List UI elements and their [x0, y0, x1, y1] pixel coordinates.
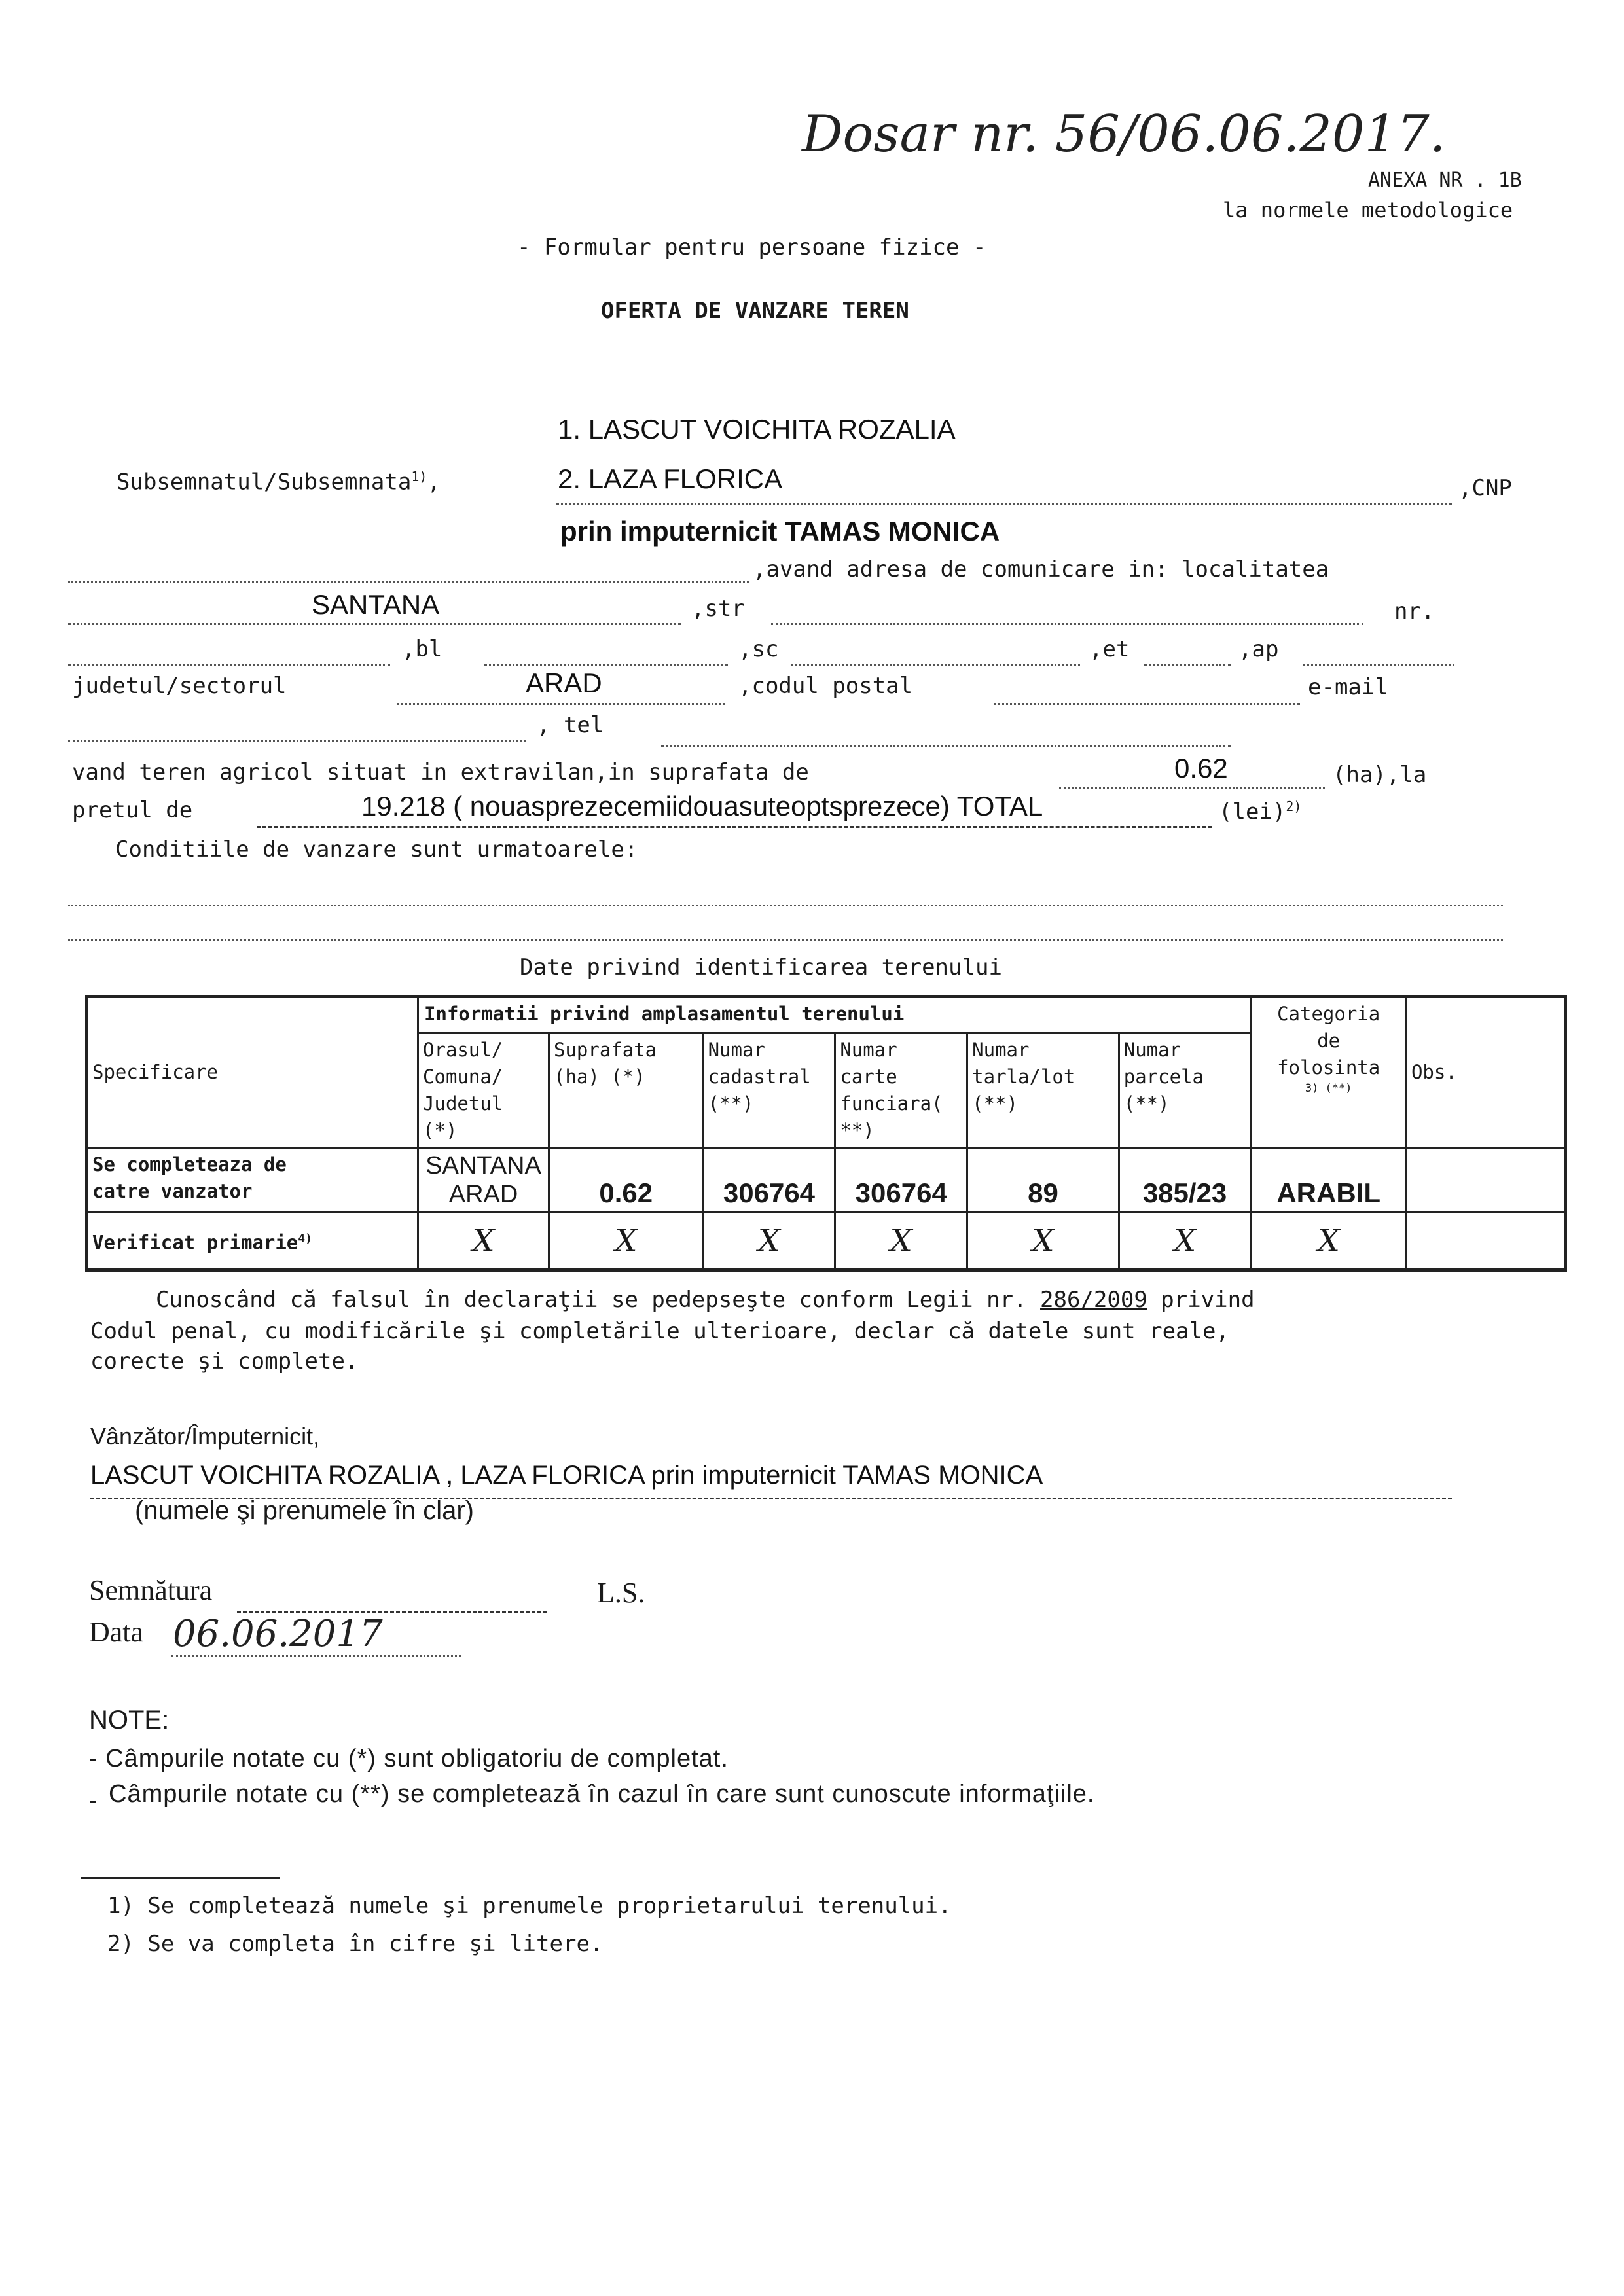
header-cadastral-line-3: (**) [708, 1092, 754, 1115]
header-area-line-1: Suprafata [553, 1039, 657, 1061]
header-land-book-line-4: **) [840, 1119, 875, 1141]
verify-mark-parcel: X [1119, 1213, 1251, 1270]
header-locality-line-3: Judetul [423, 1092, 503, 1115]
apartment-label: ,ap [1238, 636, 1279, 662]
header-area [549, 1033, 703, 1148]
header-land-book [835, 1033, 967, 1148]
signer-name-hint: (numele şi prenumele în clar) [135, 1496, 474, 1525]
declaration-line-1 [156, 1287, 1255, 1313]
block-line[interactable] [484, 664, 728, 666]
date-label: Data [89, 1616, 144, 1648]
cell-tarla: 89 [967, 1148, 1119, 1213]
seller-proxy: prin imputernicit TAMAS MONICA [560, 516, 1000, 547]
price-label: pretul de [72, 797, 193, 823]
cnp-label: ,CNP [1458, 475, 1512, 501]
cell-locality-line-1: SANTANA [425, 1152, 541, 1179]
verify-mark-tarla: X [967, 1213, 1119, 1270]
seller-name-line [556, 503, 1452, 505]
row-seller-label [87, 1148, 418, 1213]
declaration-text-2: privind [1161, 1287, 1255, 1313]
verify-mark-area: X [549, 1213, 703, 1270]
footnote-ref-4: 4) [298, 1232, 312, 1246]
row-seller-label-line-2: catre vanzator [92, 1180, 253, 1202]
header-cadastral-line-2: cadastral [708, 1066, 811, 1088]
date-line[interactable] [171, 1655, 461, 1657]
declaration-line-3: corecte şi complete. [90, 1348, 359, 1374]
county-value: ARAD [526, 668, 602, 698]
header-locality-line-4: (*) [423, 1119, 458, 1141]
annex-reference: la normele metodologice [1223, 198, 1513, 223]
cell-obs [1406, 1148, 1565, 1213]
header-tarla-line-2: tarla/lot [972, 1066, 1075, 1088]
postal-code-label: ,codul postal [738, 673, 913, 699]
cell-area: 0.62 [549, 1148, 703, 1213]
header-category-line-2: de [1317, 1030, 1341, 1052]
header-tarla-line-3: (**) [972, 1092, 1018, 1115]
header-locality-line-2: Comuna/ [423, 1066, 503, 1088]
cell-category: ARABIL [1251, 1148, 1407, 1213]
price-line [257, 826, 1212, 828]
county-line[interactable] [397, 703, 725, 705]
area-line [1059, 787, 1325, 789]
header-cadastral [703, 1033, 835, 1148]
locality-line[interactable] [68, 623, 681, 625]
annex-number: ANEXA NR . 1B [1368, 169, 1522, 192]
cell-locality [418, 1148, 549, 1213]
area-value: 0.62 [1174, 753, 1228, 783]
seller-label-comma: , [427, 469, 441, 495]
conditions-line-2[interactable] [68, 939, 1503, 941]
note-2-dash: - [89, 1787, 98, 1814]
header-land-book-line-2: carte [840, 1066, 897, 1088]
stair-label: ,sc [738, 636, 779, 662]
signature-label: Semnătura [89, 1574, 213, 1606]
locality-value: SANTANA [312, 589, 440, 620]
table-caption: Date privind identificarea terenului [520, 954, 1002, 980]
header-cadastral-line-1: Numar [708, 1039, 765, 1061]
seller-label-text: Subsemnatul/Subsemnata [117, 469, 412, 495]
conditions-line-1[interactable] [68, 905, 1503, 906]
phone-label: , tel [537, 712, 604, 738]
table-row [87, 1213, 1566, 1270]
signer-name: LASCUT VOICHITA ROZALIA , LAZA FLORICA prin imputernicit TAMAS MONICA [90, 1461, 1043, 1490]
header-land-book-line-1: Numar [840, 1039, 897, 1061]
price-unit-text: (lei) [1219, 798, 1286, 825]
footnote-divider [81, 1877, 280, 1879]
header-tarla [967, 1033, 1119, 1148]
handwritten-registration: Dosar nr. 56/06.06.2017. [802, 105, 1446, 164]
street-line[interactable] [771, 623, 1363, 625]
land-identification-table [85, 995, 1567, 1272]
email-label: e-mail [1308, 674, 1388, 700]
cell-parcel: 385/23 [1119, 1148, 1251, 1213]
header-parcel-line-3: (**) [1123, 1092, 1170, 1115]
header-specificare: Specificare [87, 997, 418, 1148]
header-locality [418, 1033, 549, 1148]
block-label: ,bl [402, 636, 442, 662]
header-tarla-line-1: Numar [972, 1039, 1030, 1061]
address-intro: ,avand adresa de comunicare in: localitatea [753, 556, 1329, 583]
stair-line[interactable] [791, 664, 1080, 666]
apartment-line[interactable] [1303, 664, 1454, 666]
form-subtitle: - Formular pentru persoane fizice - [517, 234, 986, 260]
number-line[interactable] [68, 664, 390, 666]
header-area-line-2: (ha) (*) [553, 1066, 645, 1088]
area-unit: (ha),la [1333, 762, 1427, 788]
phone-line[interactable] [661, 745, 1231, 747]
form-title: OFERTA DE VANZARE TEREN [601, 298, 909, 324]
header-category-line-1: Categoria [1277, 1003, 1380, 1025]
declaration-text-1: Cunoscând că falsul în declaraţii se pedepseşte conform Legii nr. [156, 1287, 1027, 1313]
row-verify-label-text: Verificat primarie [92, 1231, 298, 1254]
verify-mark-category: X [1251, 1213, 1407, 1270]
verify-mark-land-book: X [835, 1213, 967, 1270]
cnp-line[interactable] [68, 581, 749, 583]
header-category-note: 3) (**) [1305, 1082, 1352, 1095]
row-seller-label-line-1: Se completeaza de [92, 1153, 287, 1175]
law-number: 286/2009 [1040, 1287, 1147, 1313]
declaration-line-2: Codul penal, cu modificările şi completările ulterioare, declar că datele sunt reale, [90, 1318, 1229, 1344]
area-sentence: vand teren agricol situat in extravilan,in suprafata de [72, 759, 809, 785]
seller-label [117, 469, 441, 495]
header-land-book-line-3: funciara( [840, 1092, 943, 1115]
floor-line[interactable] [1144, 664, 1231, 666]
floor-label: ,et [1089, 636, 1130, 662]
row-verify-label [87, 1213, 418, 1270]
price-value: 19.218 ( nouasprezecemiidouasuteoptsprezece) TOTAL [361, 791, 1043, 821]
note-1: - Câmpurile notate cu (*) sunt obligatoriu de completat. [89, 1745, 729, 1772]
email-line[interactable] [68, 740, 526, 742]
header-parcel-line-1: Numar [1123, 1039, 1182, 1061]
signer-role: Vânzător/Împuternicit, [90, 1423, 320, 1450]
cell-locality-line-2: ARAD [448, 1181, 518, 1208]
date-value: 06.06.2017 [173, 1613, 383, 1655]
notes-title: NOTE: [89, 1706, 170, 1734]
table-row [87, 1148, 1566, 1213]
header-category-line-3: folosinta [1277, 1056, 1380, 1079]
verify-mark-cadastral: X [703, 1213, 835, 1270]
header-category [1251, 997, 1407, 1148]
cell-cadastral: 306764 [703, 1148, 835, 1213]
number-label: nr. [1394, 598, 1435, 624]
footnote-2: 2) Se va completa în cifre şi litere. [107, 1931, 604, 1957]
cell-land-book: 306764 [835, 1148, 967, 1213]
seller-name-2: 2. LAZA FLORICA [558, 463, 783, 494]
county-label: judetul/sectorul [72, 673, 287, 699]
note-2: Câmpurile notate cu (**) se completează în cazul în care sunt cunoscute informaţiile. [109, 1780, 1095, 1808]
seller-name-1: 1. LASCUT VOICHITA ROZALIA [558, 414, 956, 444]
footnote-ref-1: 1) [411, 469, 427, 484]
header-parcel [1119, 1033, 1251, 1148]
header-parcel-line-2: parcela [1123, 1066, 1204, 1088]
verify-mark-locality: X [418, 1213, 549, 1270]
footnote-1: 1) Se completează numele şi prenumele proprietarului terenului. [107, 1893, 952, 1919]
verify-obs [1406, 1213, 1565, 1270]
conditions-label: Conditiile de vanzare sunt urmatoarele: [115, 836, 638, 863]
footnote-ref-2: 2) [1286, 798, 1302, 814]
header-location-info: Informatii privind amplasamentul terenului [418, 997, 1251, 1033]
price-unit [1219, 798, 1301, 825]
header-locality-line-1: Orasul/ [423, 1039, 503, 1061]
postal-code-line[interactable] [994, 703, 1300, 705]
street-label: ,str [691, 596, 745, 622]
header-obs: Obs. [1406, 997, 1565, 1148]
seal-placeholder: L.S. [597, 1577, 645, 1609]
